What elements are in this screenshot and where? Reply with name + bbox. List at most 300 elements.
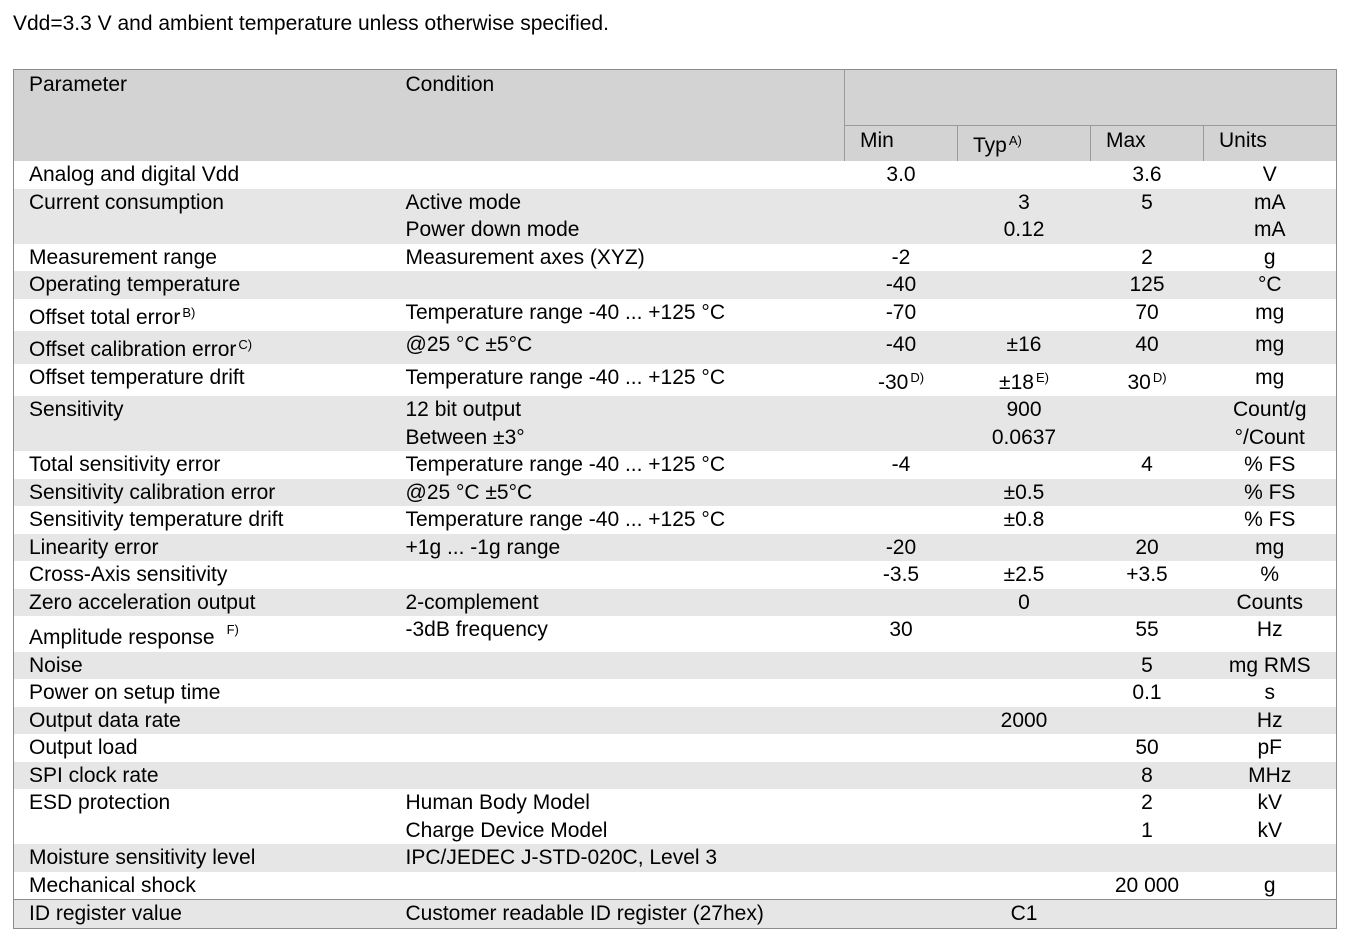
- header-typ: [958, 126, 1091, 162]
- cell-condition: [391, 216, 845, 244]
- min-value: -20: [885, 535, 917, 559]
- cell-parameter: [14, 762, 391, 790]
- parameter-value: Sensitivity: [29, 398, 124, 421]
- parameter-value: Analog and digital Vdd: [29, 163, 240, 186]
- min-value: -40: [885, 273, 917, 296]
- max-value: 40: [1135, 333, 1159, 356]
- max-value: 125: [1129, 273, 1165, 296]
- table-row: [14, 652, 1337, 680]
- cell-condition: [391, 652, 845, 680]
- cell-typ: [958, 817, 1091, 845]
- units-value: MHz: [1248, 763, 1292, 787]
- cell-typ: [958, 561, 1091, 589]
- cell-typ: [958, 331, 1091, 364]
- units-value: kV: [1257, 818, 1282, 842]
- min-value: -30: [877, 370, 909, 394]
- table-row: [14, 451, 1337, 479]
- max-value: 5: [1141, 190, 1153, 214]
- table-row: [14, 331, 1337, 364]
- parameter-value: Output data rate: [29, 708, 181, 732]
- cell-max: [1091, 734, 1204, 762]
- parameter-value: Total sensitivity error: [29, 453, 221, 476]
- cell-typ: [958, 789, 1091, 817]
- cell-min: [845, 789, 958, 817]
- cell-parameter: [14, 872, 391, 900]
- cell-typ: [958, 844, 1091, 872]
- max-value: 50: [1135, 736, 1159, 759]
- cell-min: [845, 161, 958, 189]
- table-row: [14, 561, 1337, 589]
- condition-value: Charge Device Model: [405, 818, 608, 842]
- units-value: Counts: [1236, 590, 1304, 614]
- cell-parameter: [14, 331, 391, 364]
- cell-typ: [958, 189, 1091, 217]
- cell-parameter: [14, 679, 391, 707]
- max-value: 3.6: [1132, 163, 1162, 186]
- cell-min: [845, 817, 958, 845]
- units-value: g: [1263, 873, 1276, 897]
- cell-min: [845, 331, 958, 364]
- cell-max: [1091, 900, 1204, 929]
- units-value: % FS: [1244, 508, 1296, 531]
- table-row: [14, 364, 1337, 397]
- cell-parameter: [14, 479, 391, 507]
- typ-value: 0: [1018, 590, 1030, 614]
- parameter-footnote: C): [238, 337, 253, 352]
- max-value: 55: [1135, 618, 1159, 641]
- table-row: [14, 161, 1337, 189]
- cell-max: [1091, 534, 1204, 562]
- parameter-value: Mechanical shock: [29, 873, 196, 897]
- typ-footnote: E): [1035, 369, 1049, 385]
- cell-units: [1204, 734, 1337, 762]
- units-value: % FS: [1244, 453, 1296, 476]
- cell-condition: [391, 844, 845, 872]
- cell-units: [1204, 299, 1337, 332]
- cell-min: [845, 616, 958, 652]
- cell-parameter: [14, 364, 391, 397]
- cell-parameter: [14, 396, 391, 424]
- condition-value: Human Body Model: [405, 791, 590, 814]
- condition-value: Active mode: [405, 190, 522, 214]
- cell-parameter: [14, 161, 391, 189]
- table-row: [14, 189, 1337, 217]
- condition-value: Temperature range -40 ... +125 °C: [405, 300, 725, 324]
- cell-units: [1204, 506, 1337, 534]
- header-max: Max: [1091, 126, 1204, 162]
- cell-units: [1204, 589, 1337, 617]
- cell-condition: [391, 589, 845, 617]
- cell-typ: [958, 424, 1091, 452]
- cell-max: [1091, 589, 1204, 617]
- cell-condition: [391, 451, 845, 479]
- condition-value: IPC/JEDEC J-STD-020C, Level 3: [405, 846, 718, 869]
- parameter-value: Offset total error: [29, 305, 181, 329]
- units-value: mg: [1255, 365, 1285, 389]
- typ-value: 2000: [1000, 708, 1048, 732]
- cell-condition: [391, 396, 845, 424]
- cell-typ: [958, 299, 1091, 332]
- parameter-value: Noise: [29, 653, 83, 677]
- header-typ-label: Typ: [973, 134, 1007, 157]
- units-value: %: [1260, 563, 1280, 586]
- cell-units: [1204, 479, 1337, 507]
- cell-max: [1091, 396, 1204, 424]
- cell-units: [1204, 817, 1337, 845]
- min-value: -4: [891, 453, 911, 476]
- max-value: +3.5: [1126, 563, 1168, 586]
- cell-typ: [958, 707, 1091, 735]
- cell-condition: [391, 364, 845, 397]
- condition-value: Temperature range -40 ... +125 °C: [405, 365, 725, 389]
- parameter-value: Power on setup time: [29, 681, 221, 704]
- units-value: mA: [1254, 190, 1286, 214]
- cell-max: [1091, 216, 1204, 244]
- cell-units: [1204, 561, 1337, 589]
- cell-units: [1204, 451, 1337, 479]
- max-value: 8: [1141, 763, 1153, 787]
- parameter-value: Amplitude response: [29, 626, 215, 649]
- min-value: -3.5: [882, 563, 920, 586]
- header-units: Units: [1204, 126, 1337, 162]
- cell-units: [1204, 844, 1337, 872]
- cell-typ: [958, 762, 1091, 790]
- cell-max: [1091, 479, 1204, 507]
- intro-text: Vdd=3.3 V and ambient temperature unless otherwise specified.: [13, 12, 609, 35]
- cell-max: [1091, 652, 1204, 680]
- cell-min: [845, 534, 958, 562]
- cell-typ: [958, 652, 1091, 680]
- cell-condition: [391, 817, 845, 845]
- cell-min: [845, 734, 958, 762]
- cell-typ: [958, 451, 1091, 479]
- units-value: mg RMS: [1228, 653, 1311, 677]
- table-row: [14, 271, 1337, 299]
- parameter-value: Offset calibration error: [29, 338, 237, 361]
- units-value: mg: [1255, 300, 1285, 324]
- cell-condition: [391, 479, 845, 507]
- cell-typ: [958, 244, 1091, 272]
- typ-value: ±0.8: [1003, 508, 1045, 531]
- cell-max: [1091, 789, 1204, 817]
- table-row: [14, 844, 1337, 872]
- cell-min: [845, 900, 958, 929]
- cell-min: [845, 364, 958, 397]
- units-value: Hz: [1256, 708, 1283, 732]
- cell-parameter: [14, 561, 391, 589]
- cell-parameter: [14, 589, 391, 617]
- cell-units: [1204, 900, 1337, 929]
- units-value: mg: [1255, 333, 1285, 356]
- cell-parameter: [14, 844, 391, 872]
- header-parameter: Parameter: [14, 70, 391, 162]
- cell-parameter: [14, 189, 391, 217]
- cell-typ: [958, 734, 1091, 762]
- cell-max: [1091, 299, 1204, 332]
- cell-min: [845, 451, 958, 479]
- cell-min: [845, 189, 958, 217]
- cell-condition: [391, 331, 845, 364]
- header-typ-footnote: A): [1008, 133, 1022, 148]
- units-value: mA: [1254, 218, 1286, 241]
- cell-condition: [391, 161, 845, 189]
- condition-value: Temperature range -40 ... +125 °C: [405, 508, 725, 531]
- units-value: Hz: [1256, 618, 1283, 641]
- cell-max: [1091, 762, 1204, 790]
- max-value: 1: [1141, 818, 1153, 842]
- cell-typ: [958, 271, 1091, 299]
- min-value: -40: [885, 333, 917, 356]
- cell-parameter: [14, 707, 391, 735]
- units-value: V: [1262, 163, 1277, 186]
- cell-max: [1091, 189, 1204, 217]
- cell-condition: [391, 424, 845, 452]
- condition-value: @25 °C ±5°C: [405, 480, 533, 504]
- cell-units: [1204, 424, 1337, 452]
- parameter-footnote: B): [182, 304, 196, 320]
- parameter-value: Sensitivity calibration error: [29, 480, 276, 504]
- condition-value: -3dB frequency: [405, 618, 548, 641]
- cell-typ: [958, 616, 1091, 652]
- parameter-value: SPI clock rate: [29, 763, 159, 787]
- min-value: -70: [885, 300, 917, 324]
- cell-condition: [391, 762, 845, 790]
- cell-parameter: [14, 299, 391, 332]
- cell-condition: [391, 872, 845, 900]
- cell-typ: [958, 479, 1091, 507]
- cell-condition: [391, 244, 845, 272]
- typ-value: ±2.5: [1003, 563, 1045, 586]
- condition-value: 2-complement: [405, 590, 539, 614]
- cell-units: [1204, 872, 1337, 900]
- specifications-table: [13, 69, 1337, 929]
- parameter-footnote: F): [226, 622, 239, 637]
- cell-typ: [958, 216, 1091, 244]
- cell-units: [1204, 161, 1337, 189]
- max-value: 4: [1141, 453, 1153, 476]
- cell-min: [845, 679, 958, 707]
- cell-condition: [391, 271, 845, 299]
- condition-value: +1g ... -1g range: [405, 535, 561, 559]
- cell-min: [845, 244, 958, 272]
- table-row: [14, 589, 1337, 617]
- min-value: 30: [889, 618, 913, 641]
- units-value: mg: [1255, 535, 1285, 559]
- cell-min: [845, 299, 958, 332]
- cell-condition: [391, 299, 845, 332]
- cell-parameter: [14, 244, 391, 272]
- typ-value: C1: [1010, 902, 1038, 925]
- typ-value: 3: [1018, 190, 1030, 214]
- cell-condition: [391, 707, 845, 735]
- cell-typ: [958, 534, 1091, 562]
- cell-parameter: [14, 900, 391, 929]
- cell-min: [845, 872, 958, 900]
- header-condition: Condition: [391, 70, 845, 162]
- cell-max: [1091, 506, 1204, 534]
- cell-min: [845, 844, 958, 872]
- condition-value: Measurement axes (XYZ): [405, 245, 645, 269]
- units-value: °/Count: [1234, 425, 1305, 449]
- cell-parameter: [14, 652, 391, 680]
- condition-value: Power down mode: [405, 218, 580, 241]
- cell-units: [1204, 244, 1337, 272]
- units-value: Count/g: [1232, 398, 1307, 421]
- table-row: [14, 424, 1337, 452]
- cell-max: [1091, 872, 1204, 900]
- cell-parameter: [14, 271, 391, 299]
- cell-min: [845, 506, 958, 534]
- table-row: [14, 734, 1337, 762]
- table-row: [14, 679, 1337, 707]
- cell-parameter: [14, 734, 391, 762]
- header-row-top: [14, 70, 1337, 126]
- typ-value: ±18: [999, 370, 1034, 394]
- cell-max: [1091, 161, 1204, 189]
- cell-parameter: [14, 616, 391, 652]
- table-row: [14, 506, 1337, 534]
- max-footnote: D): [1152, 369, 1167, 385]
- table-row: [14, 479, 1337, 507]
- table-row: [14, 900, 1337, 929]
- typ-value: 0.0637: [991, 425, 1057, 449]
- cell-typ: [958, 900, 1091, 929]
- parameter-value: Cross-Axis sensitivity: [29, 563, 228, 586]
- cell-condition: [391, 189, 845, 217]
- cell-units: [1204, 396, 1337, 424]
- cell-condition: [391, 900, 845, 929]
- cell-min: [845, 589, 958, 617]
- max-value: 5: [1141, 653, 1153, 677]
- cell-units: [1204, 534, 1337, 562]
- cell-condition: [391, 679, 845, 707]
- max-value: 30: [1127, 370, 1151, 394]
- cell-units: [1204, 652, 1337, 680]
- cell-units: [1204, 189, 1337, 217]
- table-row: [14, 817, 1337, 845]
- cell-parameter: [14, 424, 391, 452]
- cell-max: [1091, 364, 1204, 397]
- units-value: kV: [1257, 791, 1282, 814]
- header-min: Min: [845, 126, 958, 162]
- cell-min: [845, 652, 958, 680]
- units-value: °C: [1257, 273, 1282, 296]
- cell-parameter: [14, 789, 391, 817]
- parameter-value: Linearity error: [29, 535, 159, 559]
- min-value: -2: [891, 245, 911, 269]
- cell-min: [845, 424, 958, 452]
- cell-max: [1091, 616, 1204, 652]
- min-footnote: D): [910, 369, 925, 385]
- cell-max: [1091, 331, 1204, 364]
- cell-units: [1204, 331, 1337, 364]
- parameter-value: Zero acceleration output: [29, 590, 256, 614]
- min-value: 3.0: [886, 163, 916, 186]
- cell-parameter: [14, 451, 391, 479]
- parameter-value: ID register value: [29, 902, 182, 925]
- parameter-value: Current consumption: [29, 190, 224, 214]
- parameter-value: Measurement range: [29, 245, 217, 269]
- parameter-value: Sensitivity temperature drift: [29, 508, 284, 531]
- cell-min: [845, 707, 958, 735]
- max-value: 0.1: [1132, 681, 1162, 704]
- parameter-value: Offset temperature drift: [29, 365, 245, 389]
- table-row: [14, 762, 1337, 790]
- cell-units: [1204, 216, 1337, 244]
- units-value: pF: [1257, 736, 1282, 759]
- max-value: 20: [1135, 535, 1159, 559]
- condition-value: 12 bit output: [405, 398, 522, 421]
- max-value: 2: [1141, 791, 1153, 814]
- cell-min: [845, 762, 958, 790]
- table-row: [14, 707, 1337, 735]
- cell-typ: [958, 679, 1091, 707]
- condition-value: @25 °C ±5°C: [405, 333, 533, 356]
- units-value: g: [1263, 245, 1276, 269]
- cell-max: [1091, 244, 1204, 272]
- max-value: 20 000: [1114, 873, 1180, 897]
- typ-value: 900: [1006, 398, 1042, 421]
- table-row: [14, 244, 1337, 272]
- table-row: [14, 396, 1337, 424]
- cell-units: [1204, 762, 1337, 790]
- cell-typ: [958, 364, 1091, 397]
- table-row: [14, 616, 1337, 652]
- cell-typ: [958, 506, 1091, 534]
- cell-parameter: [14, 506, 391, 534]
- cell-typ: [958, 589, 1091, 617]
- parameter-value: Operating temperature: [29, 273, 241, 296]
- cell-typ: [958, 872, 1091, 900]
- parameter-value: Output load: [29, 736, 138, 759]
- cell-units: [1204, 616, 1337, 652]
- cell-max: [1091, 561, 1204, 589]
- typ-value: ±0.5: [1003, 480, 1045, 504]
- table-row: [14, 534, 1337, 562]
- cell-parameter: [14, 817, 391, 845]
- table-row: [14, 299, 1337, 332]
- cell-units: [1204, 271, 1337, 299]
- cell-condition: [391, 616, 845, 652]
- cell-max: [1091, 844, 1204, 872]
- max-value: 70: [1135, 300, 1159, 324]
- cell-max: [1091, 817, 1204, 845]
- units-value: % FS: [1244, 480, 1296, 504]
- typ-value: 0.12: [1003, 218, 1045, 241]
- cell-max: [1091, 451, 1204, 479]
- cell-units: [1204, 679, 1337, 707]
- cell-max: [1091, 707, 1204, 735]
- units-value: s: [1264, 681, 1275, 704]
- condition-value: Customer readable ID register (27hex): [405, 902, 764, 925]
- parameter-value: Moisture sensitivity level: [29, 846, 256, 869]
- table-row: [14, 216, 1337, 244]
- cell-units: [1204, 707, 1337, 735]
- cell-typ: [958, 161, 1091, 189]
- table-row: [14, 789, 1337, 817]
- cell-max: [1091, 424, 1204, 452]
- cell-parameter: [14, 216, 391, 244]
- cell-max: [1091, 271, 1204, 299]
- cell-min: [845, 396, 958, 424]
- cell-condition: [391, 561, 845, 589]
- cell-min: [845, 561, 958, 589]
- cell-min: [845, 479, 958, 507]
- cell-max: [1091, 679, 1204, 707]
- header-values-group: [845, 70, 1337, 126]
- cell-units: [1204, 364, 1337, 397]
- typ-value: ±16: [1006, 333, 1042, 356]
